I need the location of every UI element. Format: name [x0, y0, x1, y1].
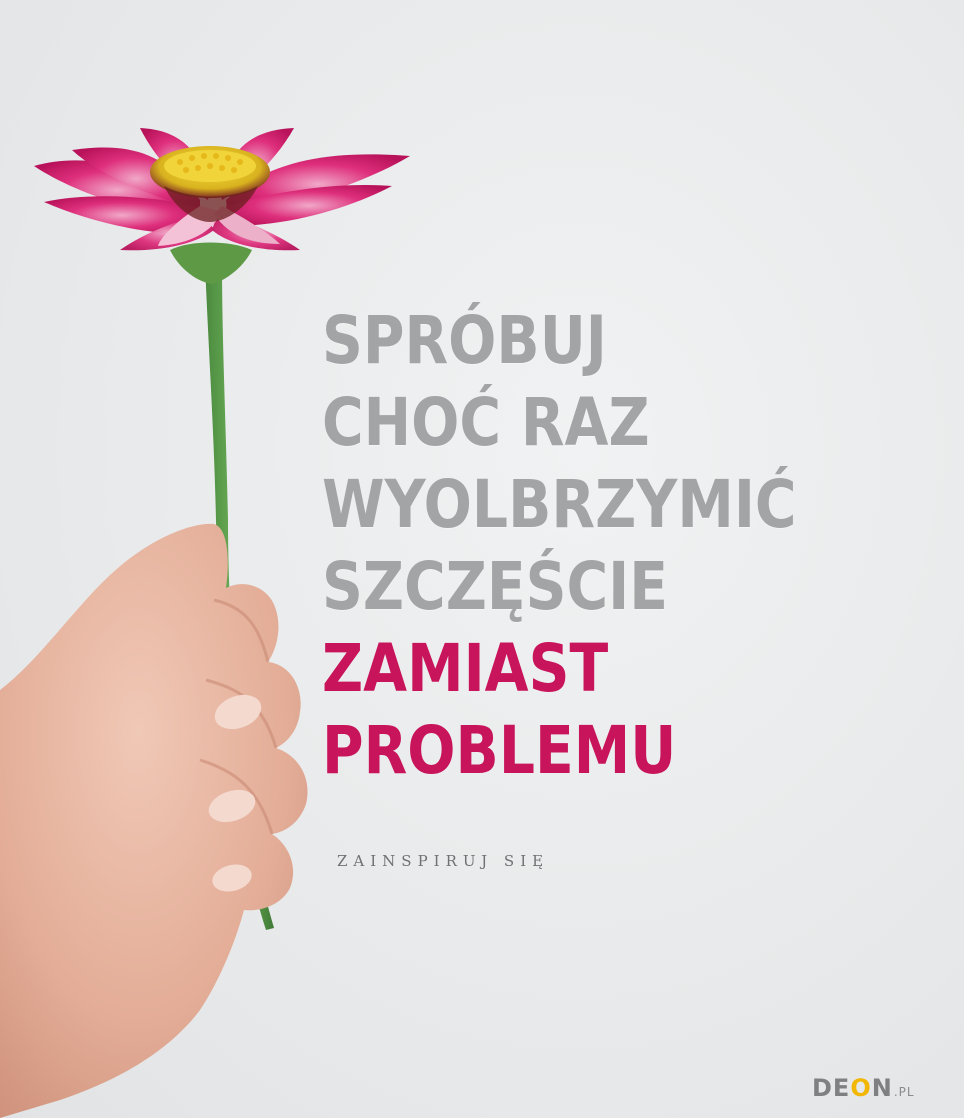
deon-logo [812, 1074, 915, 1102]
logo-text-de: DE [812, 1074, 851, 1102]
hand [0, 524, 308, 1118]
quote-text [322, 300, 942, 792]
flower-sepals [170, 243, 252, 285]
logo-domain: .PL [893, 1085, 915, 1099]
quote-line-5: ZAMIAST [322, 630, 609, 707]
quote-line-4: SZCZĘŚCIE [322, 548, 669, 625]
quote-line-3: WYOLBRZYMIĆ [322, 466, 797, 543]
logo-text-n: N [871, 1074, 893, 1102]
tagline: ZAINSPIRUJ SIĘ [337, 852, 550, 870]
logo-text-o: O [850, 1074, 872, 1102]
quote-line-2: CHOĆ RAZ [322, 384, 650, 461]
quote-line-1: SPRÓBUJ [322, 302, 607, 379]
quote-line-6: PROBLEMU [322, 712, 677, 789]
